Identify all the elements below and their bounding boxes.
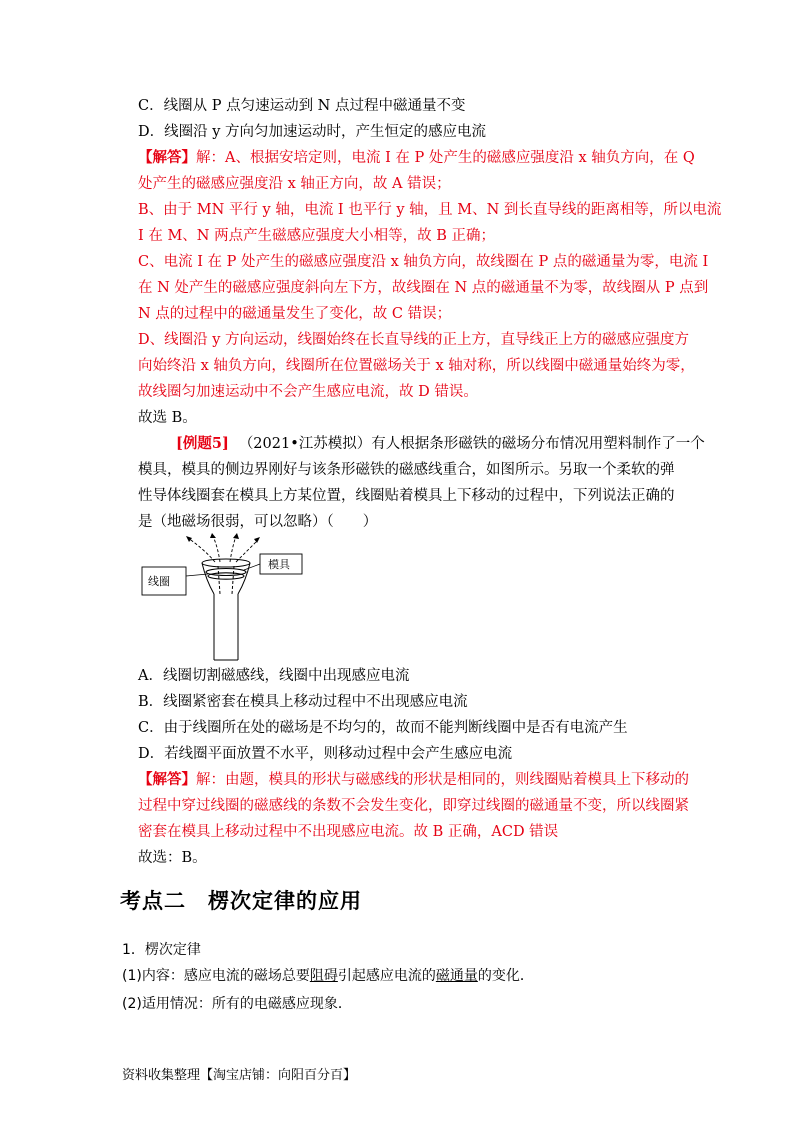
example-5-line-4: 是（地磁场很弱，可以忽略）（ ） <box>138 514 378 530</box>
answer-1-line-9: 向始终沿 x 轴负方向，线圈所在位置磁场关于 x 轴对称，所以线圈中磁通量始终为零， <box>138 358 695 374</box>
lenz-content-underline-2: 磁通量 <box>435 968 478 984</box>
example-5-tag: [例题5] <box>176 435 229 452</box>
section-number: 考点二 <box>120 889 186 913</box>
example-5-text-1: （2021•江苏模拟）有人根据条形磁铁的磁场分布情况用塑料制作了一个 <box>238 436 705 452</box>
option-d-text: D．线圈沿 y 方向匀加速运动时，产生恒定的感应电流 <box>138 124 487 140</box>
section-heading <box>120 885 362 915</box>
answer-2-line-1 <box>138 770 689 790</box>
example-5-option-a: A．线圈切割磁感线，线圈中出现感应电流 <box>138 668 410 684</box>
coil-label-pointer <box>186 574 208 576</box>
answer-2-text-1: 解：由题，模具的形状与磁感线的形状是相同的，则线圈贴着模具上下移动的 <box>196 772 689 788</box>
example-5-line-2: 模具，模具的侧边界刚好与该条形磁铁的磁感线重合，如图所示。另取一个柔软的弹 <box>138 462 675 478</box>
answer-1-line-2: 处产生的磁感应强度沿 x 轴正方向，故 A 错误； <box>138 176 451 192</box>
page-footer: 资料收集整理【淘宝店铺：向阳百分百】 <box>122 1068 357 1083</box>
answer-2-line-2: 过程中穿过线圈的磁感线的条数不会发生变化，即穿过线圈的磁通量不变，所以线圈紧 <box>138 798 689 814</box>
answer-2-tag: 【解答】 <box>138 771 196 788</box>
lenz-content-prefix: (1)内容：感应电流的磁场总要 <box>122 968 310 984</box>
answer-1-choice: 故选 B。 <box>138 410 197 426</box>
answer-1-text-1: 解：A、根据安培定则，电流 I 在 P 处产生的磁感应强度沿 x 轴负方向，在 Q <box>196 150 695 166</box>
lenz-content-suffix: 的变化． <box>477 968 534 984</box>
lenz-item-title: 1．楞次定律 <box>122 942 201 958</box>
answer-1-tag: 【解答】 <box>138 149 196 166</box>
mold-label: 模具 <box>268 558 290 571</box>
answer-1-line-10: 故线圈匀加速运动中不会产生感应电流，故 D 错误。 <box>138 384 478 400</box>
answer-1-line-6: 在 N 处产生的磁感应强度斜向左下方，故线圈在 N 点的磁通量不为零，故线圈从 P 点到 <box>138 280 709 296</box>
example-5-line-3: 性导体线圈套在模具上方某位置，线圈贴着模具上下移动的过程中，下列说法正确的 <box>138 488 675 504</box>
coil-label: 线圈 <box>148 575 170 588</box>
coil-rings <box>206 569 246 580</box>
field-lines <box>188 536 258 562</box>
example-5-line-1 <box>176 434 705 454</box>
lenz-content-mid: 引起感应电流的 <box>337 968 436 984</box>
answer-2-choice: 故选：B。 <box>138 850 207 866</box>
option-c-text: C．线圈从 P 点匀速运动到 N 点过程中磁通量不变 <box>138 98 466 114</box>
example-5-option-c: C．由于线圈所在处的磁场是不均匀的，故而不能判断线圈中是否有电流产生 <box>138 720 628 736</box>
answer-1-line-5: C、电流 I 在 P 处产生的磁感应强度沿 x 轴负方向，故线圈在 P 点的磁通量为零，电流 I <box>138 254 709 270</box>
answer-1-line-4: I 在 M、N 两点产生磁感应强度大小相等，故 B 正确； <box>138 228 495 244</box>
answer-1-line-3: B、由于 MN 平行 y 轴，电流 I 也平行 y 轴，且 M、N 到长直导线的距离相等，所以电流 <box>138 202 722 218</box>
example-5-option-b: B．线圈紧密套在模具上移动过程中不出现感应电流 <box>138 694 468 710</box>
field-arrowheads <box>186 533 260 543</box>
answer-2-line-3: 密套在模具上移动过程中不出现感应电流。故 B 正确，ACD 错误 <box>138 824 559 840</box>
lenz-scope: (2)适用情况：所有的电磁感应现象． <box>122 996 352 1012</box>
answer-1-line-8: D、线圈沿 y 方向运动，线圈始终在长直导线的正上方，直导线正上方的磁感应强度方 <box>138 332 690 348</box>
answer-1-line-7: N 点的过程中的磁通量发生了变化，故 C 错误； <box>138 306 452 322</box>
example-5-option-d: D．若线圈平面放置不水平，则移动过程中会产生感应电流 <box>138 746 513 762</box>
answer-1-line-1 <box>138 148 695 168</box>
section-title: 楞次定律的应用 <box>208 889 362 913</box>
mold-figure <box>140 532 310 662</box>
lenz-content-underline-1: 阻碍 <box>309 968 338 984</box>
lenz-content <box>122 966 534 986</box>
